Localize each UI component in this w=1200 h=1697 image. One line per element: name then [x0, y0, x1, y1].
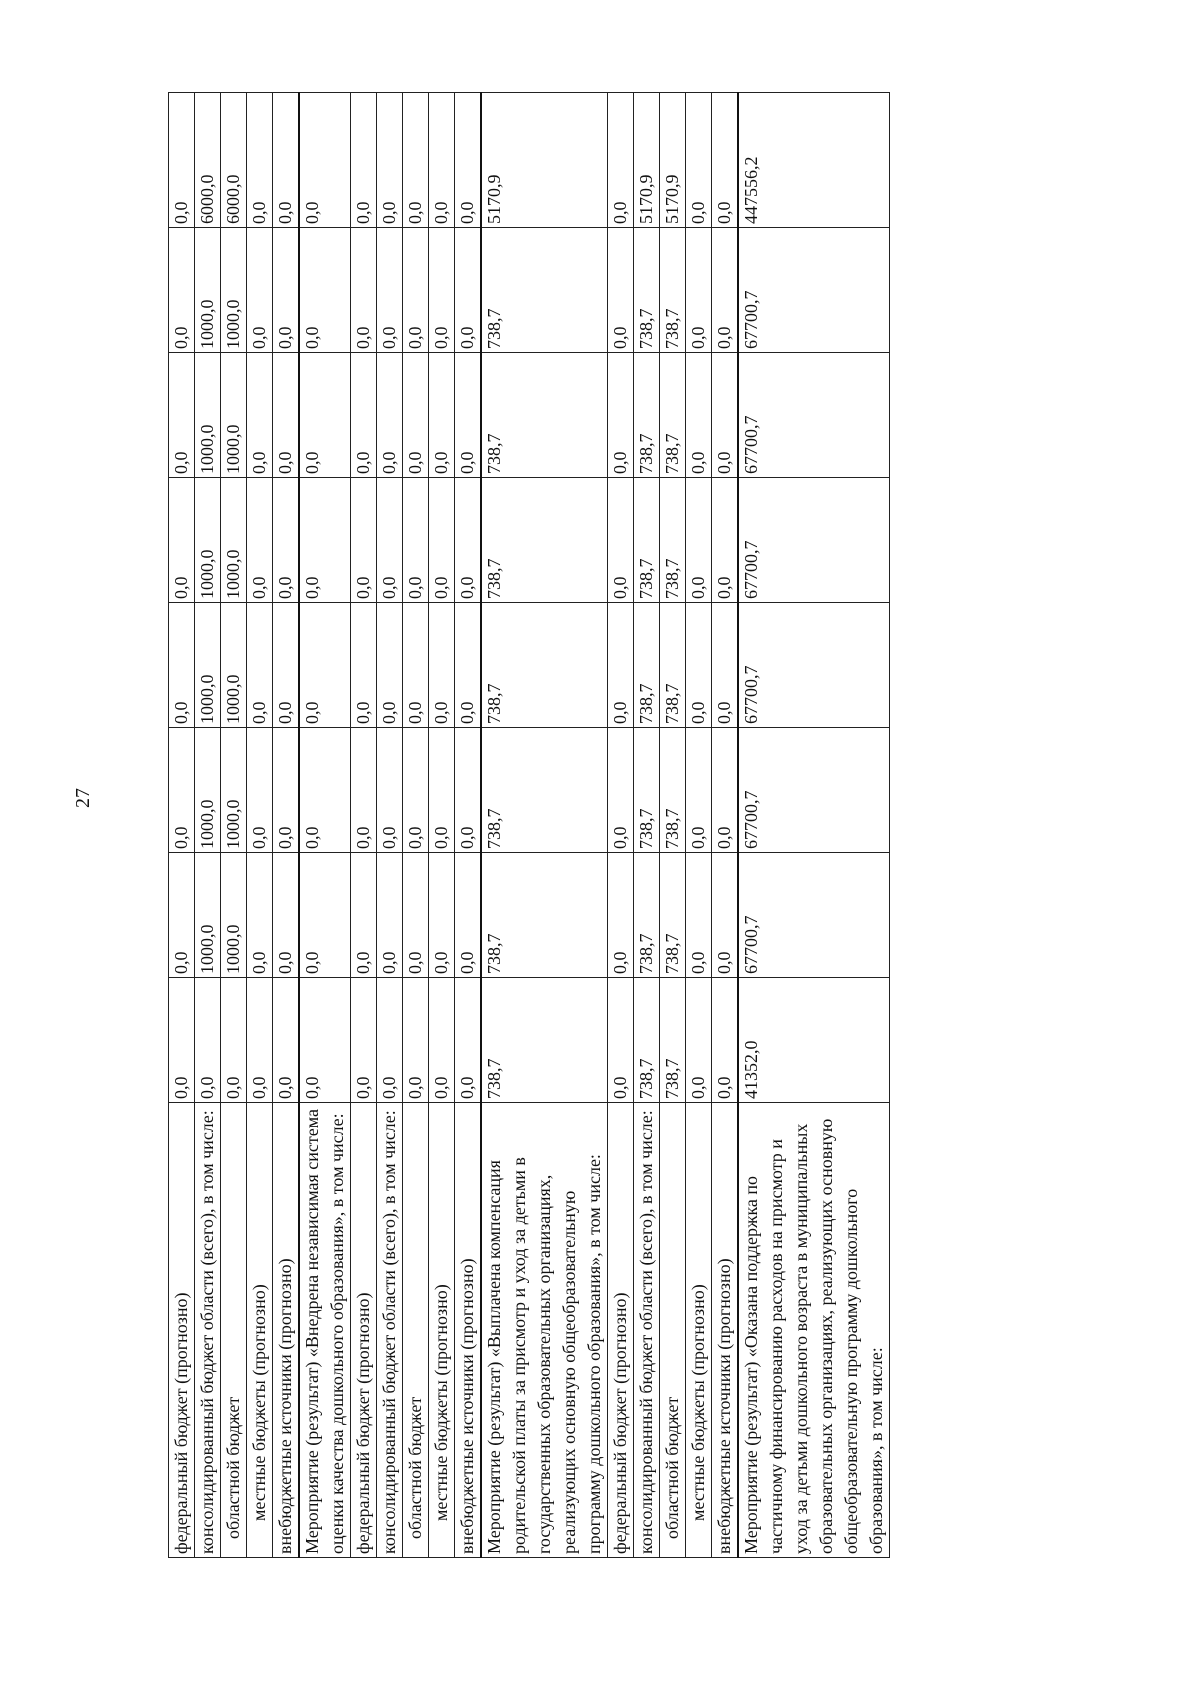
value-cell: 0,0 — [351, 728, 377, 853]
row-label: Мероприятие (результат) «Оказана поддержка по частичному финансированию расходов на присмотр и уход за детьми дошкольного возраста в муниципальных образовательных организациях, реализующих основную общеобразовательную программу дошкольного образования», в том числе: — [738, 1103, 890, 1558]
value-cell: 1000,0 — [221, 728, 247, 853]
value-cell: 0,0 — [429, 978, 455, 1103]
value-cell: 0,0 — [377, 478, 403, 603]
table-row — [634, 93, 660, 1558]
table-row — [377, 93, 403, 1558]
value-cell: 738,7 — [634, 603, 660, 728]
value-cell: 0,0 — [455, 228, 482, 353]
value-cell: 0,0 — [686, 228, 712, 353]
value-cell: 0,0 — [455, 978, 482, 1103]
value-cell: 0,0 — [403, 228, 429, 353]
row-label: областной бюджет — [660, 1103, 686, 1558]
value-cell: 738,7 — [660, 228, 686, 353]
value-cell: 0,0 — [169, 853, 195, 978]
value-cell: 0,0 — [299, 478, 351, 603]
value-cell: 0,0 — [686, 853, 712, 978]
value-cell: 0,0 — [608, 228, 634, 353]
value-cell: 0,0 — [377, 353, 403, 478]
value-cell: 0,0 — [429, 353, 455, 478]
value-cell: 1000,0 — [195, 353, 221, 478]
value-cell: 738,7 — [481, 478, 608, 603]
value-cell: 0,0 — [351, 478, 377, 603]
row-label: федеральный бюджет (прогнозно) — [169, 1103, 195, 1558]
value-cell: 5170,9 — [481, 93, 608, 228]
value-cell: 0,0 — [351, 978, 377, 1103]
value-cell: 738,7 — [634, 853, 660, 978]
value-cell: 0,0 — [351, 603, 377, 728]
row-label: внебюджетные источники (прогнозно) — [455, 1103, 482, 1558]
table-row — [273, 93, 300, 1558]
value-cell: 0,0 — [169, 353, 195, 478]
value-cell: 0,0 — [608, 478, 634, 603]
value-cell: 0,0 — [377, 978, 403, 1103]
value-cell: 0,0 — [608, 603, 634, 728]
value-cell: 0,0 — [299, 603, 351, 728]
value-cell: 0,0 — [608, 728, 634, 853]
value-cell: 0,0 — [377, 603, 403, 728]
value-cell: 0,0 — [712, 93, 739, 228]
value-cell: 0,0 — [273, 603, 300, 728]
table-body — [169, 93, 890, 1558]
value-cell: 738,7 — [660, 603, 686, 728]
value-cell: 41352,0 — [738, 978, 890, 1103]
value-cell: 1000,0 — [221, 853, 247, 978]
value-cell: 0,0 — [455, 728, 482, 853]
value-cell: 0,0 — [455, 478, 482, 603]
table-row — [299, 93, 351, 1558]
value-cell: 0,0 — [169, 603, 195, 728]
value-cell: 0,0 — [351, 353, 377, 478]
row-label: федеральный бюджет (прогнозно) — [351, 1103, 377, 1558]
table-row — [660, 93, 686, 1558]
value-cell: 0,0 — [299, 853, 351, 978]
value-cell: 0,0 — [686, 478, 712, 603]
value-cell: 0,0 — [429, 728, 455, 853]
value-cell: 738,7 — [481, 353, 608, 478]
value-cell: 5170,9 — [660, 93, 686, 228]
value-cell: 1000,0 — [195, 478, 221, 603]
row-label: Мероприятие (результат) «Выплачена компенсация родительской платы за присмотр и уход за детьми в государственных образовательных организациях, реализующих основную общеобразовательную программу дошкольного образования», в том числе: — [481, 1103, 608, 1558]
value-cell: 738,7 — [634, 353, 660, 478]
value-cell: 0,0 — [169, 228, 195, 353]
row-label: местные бюджеты (прогнозно) — [247, 1103, 273, 1558]
value-cell: 738,7 — [481, 728, 608, 853]
value-cell: 0,0 — [712, 853, 739, 978]
value-cell: 0,0 — [377, 228, 403, 353]
value-cell: 0,0 — [686, 978, 712, 1103]
value-cell: 0,0 — [608, 353, 634, 478]
value-cell: 738,7 — [634, 478, 660, 603]
value-cell: 0,0 — [403, 353, 429, 478]
value-cell: 1000,0 — [195, 228, 221, 353]
value-cell: 1000,0 — [221, 478, 247, 603]
value-cell: 0,0 — [608, 978, 634, 1103]
value-cell: 67700,7 — [738, 853, 890, 978]
value-cell: 0,0 — [247, 603, 273, 728]
value-cell: 0,0 — [273, 728, 300, 853]
value-cell: 738,7 — [481, 603, 608, 728]
value-cell: 738,7 — [660, 978, 686, 1103]
table-row — [403, 93, 429, 1558]
value-cell: 0,0 — [377, 728, 403, 853]
row-label: областной бюджет — [221, 1103, 247, 1558]
table-row — [481, 93, 608, 1558]
value-cell: 0,0 — [686, 353, 712, 478]
table-row — [429, 93, 455, 1558]
value-cell: 0,0 — [247, 853, 273, 978]
row-label: консолидированный бюджет области (всего), в том числе: — [634, 1103, 660, 1558]
value-cell: 0,0 — [377, 853, 403, 978]
value-cell: 738,7 — [481, 978, 608, 1103]
value-cell: 0,0 — [273, 478, 300, 603]
value-cell: 0,0 — [712, 978, 739, 1103]
value-cell: 0,0 — [455, 603, 482, 728]
value-cell: 0,0 — [273, 853, 300, 978]
table-row — [608, 93, 634, 1558]
value-cell: 0,0 — [429, 93, 455, 228]
value-cell: 447556,2 — [738, 93, 890, 228]
value-cell: 6000,0 — [195, 93, 221, 228]
value-cell: 0,0 — [712, 353, 739, 478]
value-cell: 0,0 — [273, 228, 300, 353]
value-cell: 0,0 — [455, 353, 482, 478]
value-cell: 6000,0 — [221, 93, 247, 228]
row-label: федеральный бюджет (прогнозно) — [608, 1103, 634, 1558]
value-cell: 0,0 — [686, 728, 712, 853]
value-cell: 738,7 — [634, 978, 660, 1103]
value-cell: 0,0 — [429, 478, 455, 603]
value-cell: 0,0 — [712, 228, 739, 353]
value-cell: 0,0 — [195, 978, 221, 1103]
value-cell: 0,0 — [299, 978, 351, 1103]
value-cell: 0,0 — [712, 603, 739, 728]
value-cell: 67700,7 — [738, 603, 890, 728]
value-cell: 1000,0 — [221, 353, 247, 478]
value-cell: 0,0 — [351, 228, 377, 353]
table-row — [712, 93, 739, 1558]
row-label: местные бюджеты (прогнозно) — [429, 1103, 455, 1558]
value-cell: 0,0 — [712, 728, 739, 853]
value-cell: 1000,0 — [221, 603, 247, 728]
value-cell: 0,0 — [608, 93, 634, 228]
value-cell: 1000,0 — [195, 853, 221, 978]
value-cell: 0,0 — [273, 93, 300, 228]
value-cell: 0,0 — [403, 978, 429, 1103]
value-cell: 1000,0 — [221, 228, 247, 353]
value-cell: 1000,0 — [195, 603, 221, 728]
table-row — [247, 93, 273, 1558]
value-cell: 0,0 — [403, 603, 429, 728]
row-label: Мероприятие (результат) «Внедрена независимая система оценки качества дошкольного образования», в том числе: — [299, 1103, 351, 1558]
row-label: внебюджетные источники (прогнозно) — [712, 1103, 739, 1558]
value-cell: 0,0 — [403, 728, 429, 853]
value-cell: 0,0 — [455, 853, 482, 978]
value-cell: 0,0 — [299, 228, 351, 353]
row-label: местные бюджеты (прогнозно) — [686, 1103, 712, 1558]
table-row — [221, 93, 247, 1558]
value-cell: 0,0 — [247, 478, 273, 603]
table-row — [169, 93, 195, 1558]
budget-table — [168, 92, 890, 1558]
value-cell: 0,0 — [403, 478, 429, 603]
value-cell: 0,0 — [403, 93, 429, 228]
table-row — [351, 93, 377, 1558]
value-cell: 0,0 — [247, 728, 273, 853]
value-cell: 0,0 — [712, 478, 739, 603]
value-cell: 0,0 — [351, 853, 377, 978]
value-cell: 0,0 — [247, 978, 273, 1103]
row-label: областной бюджет — [403, 1103, 429, 1558]
value-cell: 0,0 — [608, 853, 634, 978]
value-cell: 0,0 — [429, 228, 455, 353]
value-cell: 0,0 — [273, 353, 300, 478]
value-cell: 0,0 — [299, 353, 351, 478]
value-cell: 67700,7 — [738, 353, 890, 478]
value-cell: 0,0 — [299, 728, 351, 853]
page-number: 27 — [72, 788, 94, 808]
value-cell: 0,0 — [247, 93, 273, 228]
value-cell: 0,0 — [429, 603, 455, 728]
value-cell: 0,0 — [169, 478, 195, 603]
value-cell: 0,0 — [686, 93, 712, 228]
table-row — [455, 93, 482, 1558]
value-cell: 738,7 — [481, 853, 608, 978]
value-cell: 67700,7 — [738, 228, 890, 353]
value-cell: 0,0 — [247, 228, 273, 353]
value-cell: 738,7 — [660, 353, 686, 478]
table-row — [686, 93, 712, 1558]
value-cell: 0,0 — [377, 93, 403, 228]
value-cell: 1000,0 — [195, 728, 221, 853]
value-cell: 738,7 — [634, 228, 660, 353]
value-cell: 0,0 — [273, 978, 300, 1103]
row-label: консолидированный бюджет области (всего), в том числе: — [377, 1103, 403, 1558]
value-cell: 0,0 — [169, 93, 195, 228]
value-cell: 738,7 — [660, 728, 686, 853]
row-label: внебюджетные источники (прогнозно) — [273, 1103, 300, 1558]
value-cell: 5170,9 — [634, 93, 660, 228]
row-label: консолидированный бюджет области (всего), в том числе: — [195, 1103, 221, 1558]
budget-table-container — [168, 93, 1075, 1558]
table-row — [738, 93, 890, 1558]
value-cell: 0,0 — [221, 978, 247, 1103]
value-cell: 0,0 — [455, 93, 482, 228]
value-cell: 0,0 — [351, 93, 377, 228]
table-row — [195, 93, 221, 1558]
value-cell: 738,7 — [660, 478, 686, 603]
value-cell: 0,0 — [403, 853, 429, 978]
value-cell: 67700,7 — [738, 478, 890, 603]
value-cell: 738,7 — [660, 853, 686, 978]
value-cell: 67700,7 — [738, 728, 890, 853]
value-cell: 0,0 — [169, 728, 195, 853]
value-cell: 0,0 — [299, 93, 351, 228]
value-cell: 738,7 — [481, 228, 608, 353]
value-cell: 0,0 — [429, 853, 455, 978]
value-cell: 0,0 — [247, 353, 273, 478]
value-cell: 0,0 — [169, 978, 195, 1103]
value-cell: 738,7 — [634, 728, 660, 853]
value-cell: 0,0 — [686, 603, 712, 728]
